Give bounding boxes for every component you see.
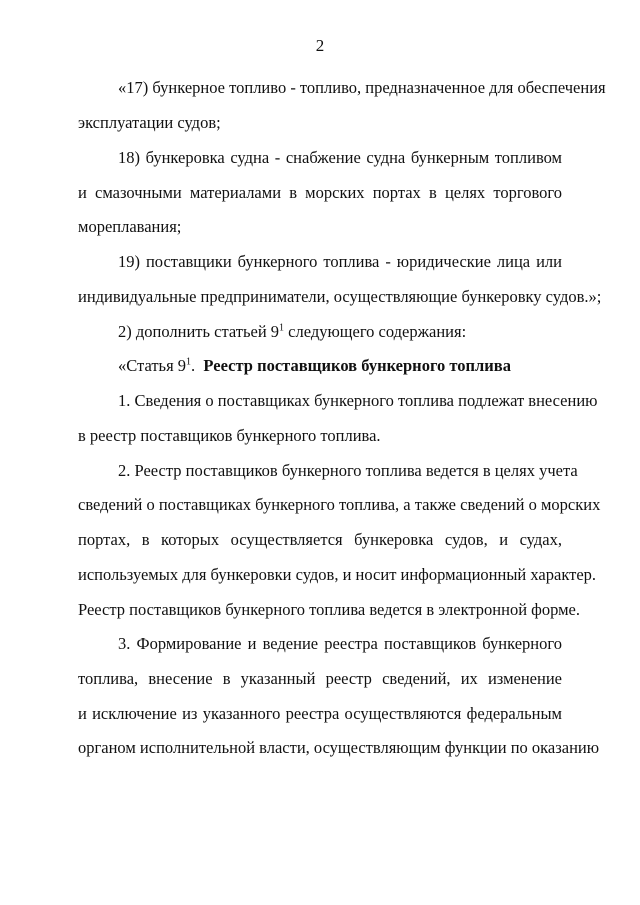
text-line: 3. Формирование и ведение реестра поставщиков бункерного	[118, 634, 562, 653]
page-number: 2	[315, 36, 325, 55]
text-line: в реестр поставщиков бункерного топлива.	[78, 426, 381, 445]
text-line: 2. Реестр поставщиков бункерного топлива ведется в целях учета	[118, 461, 578, 480]
text-segment: следующего содержания:	[284, 322, 467, 341]
text-line: портах, в которых осуществляется бункеровка судов, и судах,	[78, 530, 562, 549]
text-line: и исключение из указанного реестра осуществляются федеральным	[78, 704, 562, 723]
text-line: эксплуатации судов;	[78, 113, 221, 132]
text-line: сведений о поставщиках бункерного топлива, а также сведений о морских	[78, 495, 601, 514]
text-line: органом исполнительной власти, осуществляющим функции по оказанию	[78, 738, 600, 757]
text-line: Реестр поставщиков бункерного топлива ведется в электронной форме.	[78, 600, 580, 619]
text-line: и смазочными материалами в морских портах в целях торгового	[78, 183, 562, 202]
text-line: «17) бункерное топливо - топливо, предназначенное для обеспечения	[118, 78, 606, 97]
text-line: индивидуальные предприниматели, осуществляющие бункеровку судов.»;	[78, 287, 602, 306]
article-heading	[118, 356, 562, 376]
text-line: 1. Сведения о поставщиках бункерного топлива подлежат внесению	[118, 391, 598, 410]
text-line: 19) поставщики бункерного топлива - юридические лица или	[118, 252, 562, 271]
article-title: Реестр поставщиков бункерного топлива	[203, 356, 511, 375]
superscript: 1	[186, 356, 192, 368]
text-segment: .	[191, 356, 204, 375]
text-segment: 2) дополнить статьей 9	[118, 322, 280, 341]
text-line: мореплавания;	[78, 217, 182, 236]
text-line	[118, 322, 562, 342]
text-segment: «Статья 9	[118, 356, 187, 375]
superscript: 1	[279, 322, 285, 334]
text-line: топлива, внесение в указанный реестр сведений, их изменение	[78, 669, 562, 688]
text-line: используемых для бункеровки судов, и носит информационный характер.	[78, 565, 597, 584]
text-line: 18) бункеровка судна - снабжение судна бункерным топливом	[118, 148, 562, 167]
